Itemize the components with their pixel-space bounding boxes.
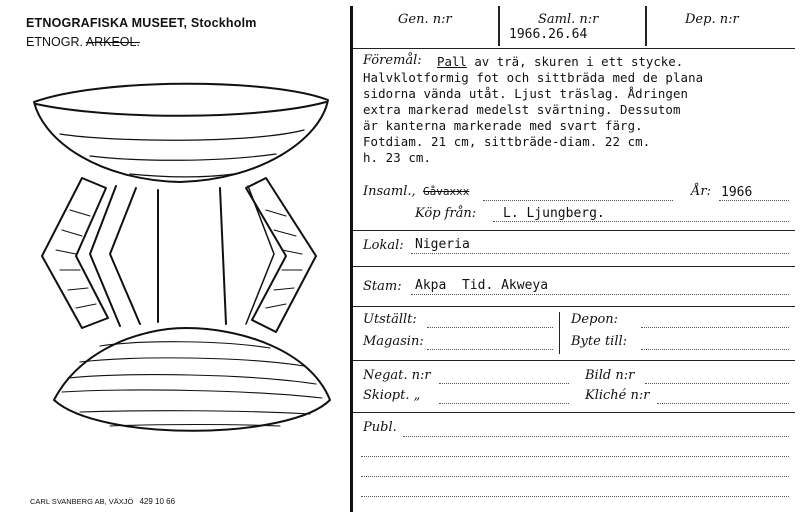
dotted-line xyxy=(719,200,789,201)
kop-label: Köp från: xyxy=(415,206,477,221)
saml-label: Saml. n:r xyxy=(538,12,599,27)
row-divider xyxy=(353,230,795,231)
column-divider xyxy=(645,6,647,46)
department-prefix: ETNOGR. xyxy=(26,35,83,49)
lokal-label: Lokal: xyxy=(363,238,404,253)
form-number: 429 10 66 xyxy=(139,497,176,506)
dotted-line xyxy=(427,349,553,350)
card-divider xyxy=(350,6,353,512)
dotted-line xyxy=(361,476,789,477)
magasin-label: Magasin: xyxy=(363,334,424,349)
department-line xyxy=(26,35,140,49)
publ-label: Publ. xyxy=(363,420,397,435)
printer-footer xyxy=(30,497,175,506)
locality-value: Nigeria xyxy=(415,237,470,252)
printer-name: CARL SVANBERG AB, VÄXJÖ xyxy=(30,497,134,506)
dep-label: Dep. n:r xyxy=(685,12,739,27)
saml-number: 1966.26.64 xyxy=(509,27,588,42)
description-line: extra markerad medelst svärtning. Dessutom xyxy=(363,102,681,117)
skiopt-label: Skiopt. „ xyxy=(363,388,421,403)
stool-drawing xyxy=(20,70,340,460)
museum-city: Stockholm xyxy=(190,16,257,30)
foremal-label: Föremål: xyxy=(363,53,422,68)
dotted-line xyxy=(483,200,673,201)
seller-value: L. Ljungberg. xyxy=(503,206,605,221)
depon-label: Depon: xyxy=(571,312,619,327)
row-divider xyxy=(353,266,795,267)
dotted-line xyxy=(427,327,553,328)
description-line: sidorna vända utåt. Ljust träslag. Ådringen xyxy=(363,86,689,101)
row-divider xyxy=(353,412,795,413)
description-line: Halvklotformig fot och sittbräda med de plana xyxy=(363,70,704,85)
negat-label: Negat. n:r xyxy=(363,368,431,383)
department-struck: ARKEOL. xyxy=(85,35,140,49)
byte-label: Byte till: xyxy=(571,334,628,349)
bild-label: Bild n:r xyxy=(585,368,635,383)
year-value: 1966 xyxy=(721,185,753,200)
museum-header xyxy=(26,16,257,30)
dotted-line xyxy=(641,349,789,350)
tribe-value: Akpa Tid. Akweya xyxy=(415,278,549,293)
dotted-line xyxy=(645,383,789,384)
description-line: h. 23 cm. xyxy=(363,150,432,165)
insaml-struck: Gåvaxxx xyxy=(423,185,470,198)
ar-label: År: xyxy=(691,184,711,199)
dotted-line xyxy=(361,456,789,457)
dotted-line xyxy=(641,327,789,328)
museum-name: ETNOGRAFISKA MUSEET, xyxy=(26,16,188,30)
gen-label: Gen. n:r xyxy=(398,12,452,27)
object-type: Pall xyxy=(437,54,467,69)
description-line: av trä, skuren i ett stycke. xyxy=(474,54,684,69)
description-line: Fotdiam. 21 cm, sittbräde-diam. 22 cm. xyxy=(363,134,651,149)
dotted-line xyxy=(403,436,789,437)
column-divider xyxy=(498,6,500,46)
dotted-line xyxy=(439,383,569,384)
dotted-line xyxy=(411,253,789,254)
dotted-line xyxy=(657,403,789,404)
column-divider xyxy=(559,312,560,354)
dotted-line xyxy=(411,294,789,295)
kliche-label: Kliché n:r xyxy=(585,388,650,403)
utstallt-label: Utställt: xyxy=(363,312,417,327)
dotted-line xyxy=(493,221,789,222)
insaml-label: Insaml., xyxy=(363,184,416,199)
dotted-line xyxy=(439,403,569,404)
row-divider xyxy=(353,48,795,49)
object-name xyxy=(437,54,683,69)
row-divider xyxy=(353,360,795,361)
row-divider xyxy=(353,306,795,307)
dotted-line xyxy=(361,496,789,497)
description-line: är kanterna markerade med svart färg. xyxy=(363,118,643,133)
stam-label: Stam: xyxy=(363,279,402,294)
